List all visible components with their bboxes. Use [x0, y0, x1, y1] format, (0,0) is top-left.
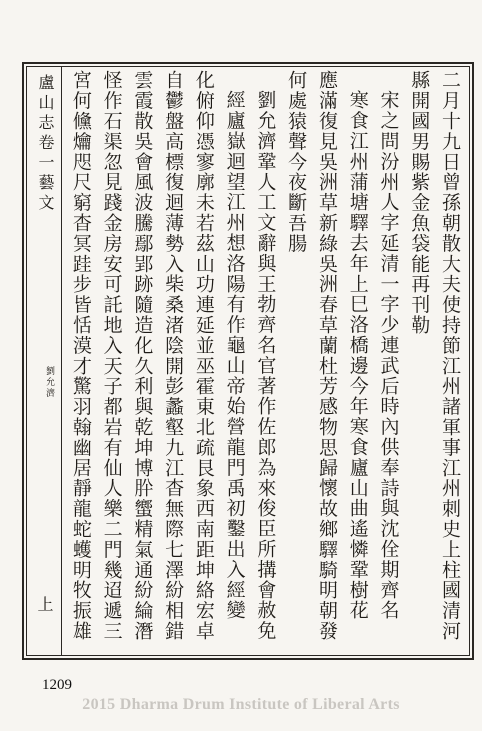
text-column: 劉允濟鞏人工文辭與王勃齊名官著作佐郎為來俊臣所搆會赦免: [254, 90, 277, 641]
text-column: 何處猿聲今夜斷吾腸: [285, 70, 308, 254]
text-column: 縣開國男賜紫金魚袋能再刊勒: [408, 70, 431, 336]
text-column: 雲霞散吳會風波騰鄢郢跡隨造化久利與乾坤博肸蠁精氣通紛綸潛: [131, 70, 154, 642]
text-column: 二月十九日曾孫朝散大夫使持節江州諸軍事江州刺史上柱國清河: [439, 70, 461, 642]
text-column: 化俯仰憑寥廓未若茲山功連延並巫霍東北疏艮象西南距坤絡宏卓: [192, 70, 215, 642]
text-column: 經廬嶽迴望江州想洛陽有作龜山帝始營龍門禹初鑿出入經變: [223, 90, 246, 621]
copyright-watermark: 2015 Dharma Drum Institute of Liberal Arts: [82, 696, 400, 713]
page-spine: [28, 66, 62, 656]
text-column: 宮何儵爚咫尺窮杳冥跬步皆恬漠才驚羽翰幽居靜龍蛇蠖明牧振雄: [69, 70, 92, 642]
spine-title: 盧山志卷一藝文: [36, 74, 55, 214]
page-number: 1209: [42, 677, 72, 693]
spine-subtitle: 劉允濟: [44, 366, 54, 399]
text-column: 應滿復見吳洲草新綠吳洲春草蘭杜芳感物思歸懷故鄉驛騎明朝發: [315, 70, 338, 642]
text-column: 怪作石渠忽見踐金房安可託地入天子都岩有仙人樂二門幾迢遞三: [100, 70, 123, 642]
spine-page-mark: 上: [35, 596, 54, 612]
text-column: 寒食江州蒲塘驛去年上巳洛橋邊今年寒食廬山曲遙憐鞏樹花: [346, 90, 369, 621]
text-column: 自鬱盤高標復迴薄勢入柴桑渚陰開彭蠡壑九江杳無際七澤紛相錯: [162, 70, 185, 642]
text-columns: [66, 70, 466, 652]
text-column: 宋之問汾州人字延清一字少連武后時內供奉詩與沈佺期齊名: [377, 90, 400, 621]
